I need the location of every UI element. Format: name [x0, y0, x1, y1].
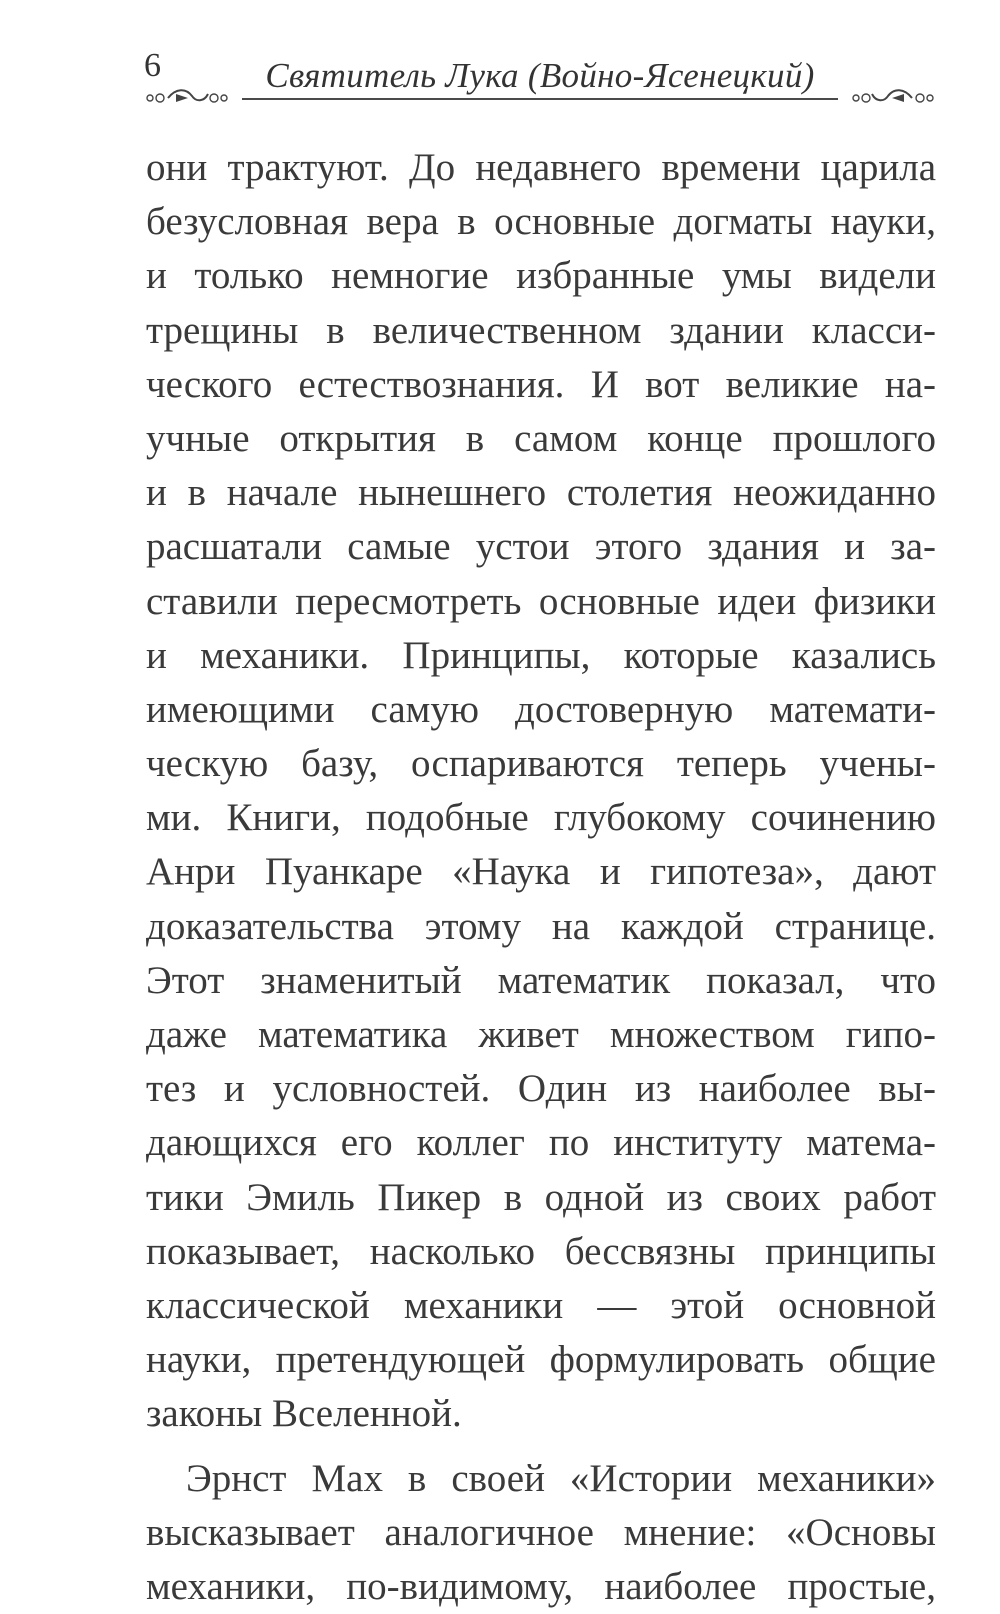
- running-header: [142, 46, 938, 108]
- text-line: ческую базу, оспариваются теперь учены-: [146, 737, 936, 791]
- text-line: трещины в величественном здании класси-: [146, 304, 936, 358]
- text-line: учные открытия в самом конце прошлого: [146, 412, 936, 466]
- ornament-flourish-icon: [818, 76, 938, 112]
- text-line: дающихся его коллег по институту матема-: [146, 1116, 936, 1170]
- text-line: классической механики — этой основной: [146, 1279, 936, 1333]
- text-line: и в начале нынешнего столетия неожиданно: [146, 466, 936, 520]
- page-number: 6: [144, 46, 161, 86]
- header-rule: [242, 98, 838, 100]
- body-text: [146, 141, 936, 1614]
- paragraph-gap: [146, 1442, 936, 1452]
- paragraph: [146, 1452, 936, 1614]
- text-line: даже математика живет множеством гипо-: [146, 1008, 936, 1062]
- text-line: тез и условностей. Один из наиболее вы-: [146, 1062, 936, 1116]
- text-line: расшатали самые устои этого здания и за-: [146, 520, 936, 574]
- text-line: Анри Пуанкаре «Наука и гипотеза», дают: [146, 845, 936, 899]
- paragraph: [146, 141, 936, 1442]
- text-line: механики, по-видимому, наиболее простые,: [146, 1560, 936, 1614]
- text-line: ставили пересмотреть основные идеи физики: [146, 575, 936, 629]
- text-line: Эрнст Мах в своей «Истории механики»: [146, 1452, 936, 1506]
- text-line: науки, претендующей формулировать общие: [146, 1333, 936, 1387]
- text-line: ми. Книги, подобные глубокому сочинению: [146, 791, 936, 845]
- text-line: законы Вселенной.: [146, 1387, 936, 1441]
- text-line: доказательства этому на каждой странице.: [146, 900, 936, 954]
- text-line: показывает, насколько бессвязны принципы: [146, 1225, 936, 1279]
- text-line: тики Эмиль Пикер в одной из своих работ: [146, 1171, 936, 1225]
- text-line: и только немногие избранные умы видели: [146, 249, 936, 303]
- text-line: безусловная вера в основные догматы науки,: [146, 195, 936, 249]
- text-line: ческого естествознания. И вот великие на-: [146, 358, 936, 412]
- text-line: и механики. Принципы, которые казались: [146, 629, 936, 683]
- running-title: Святитель Лука (Войно-Ясенецкий): [142, 56, 938, 96]
- text-line: они трактуют. До недавнего времени царила: [146, 141, 936, 195]
- text-line: имеющими самую достоверную математи-: [146, 683, 936, 737]
- text-line: Этот знаменитый математик показал, что: [146, 954, 936, 1008]
- text-line: высказывает аналогичное мнение: «Основы: [146, 1506, 936, 1560]
